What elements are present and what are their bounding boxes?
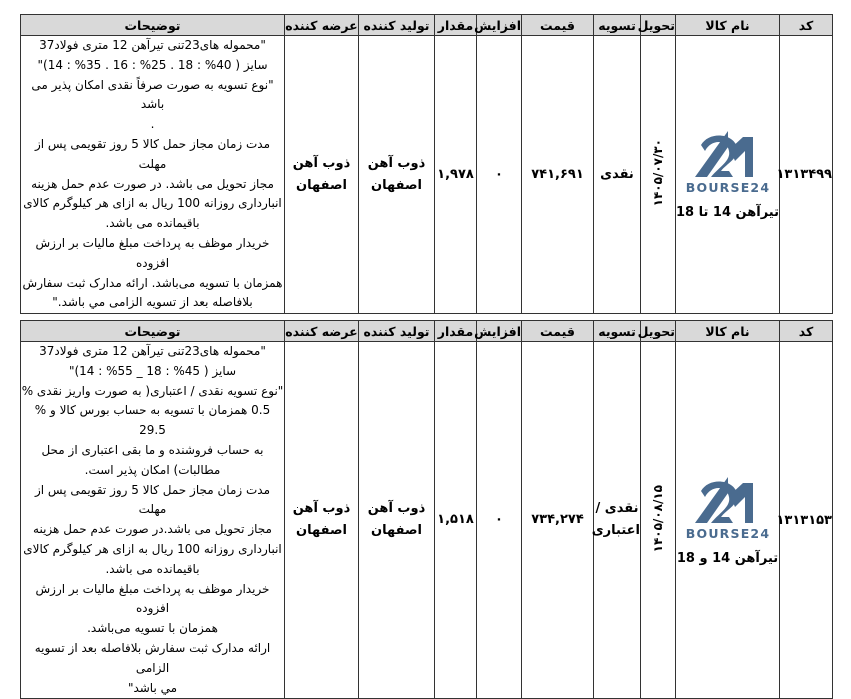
product-name-cell: [676, 36, 780, 314]
header-row: [21, 15, 833, 36]
svg-text:BOURSE24: BOURSE24: [685, 525, 770, 541]
description-line: "محموله های23تنی تیرآهن 12 متری فولاد37: [39, 344, 266, 358]
offer-table: [20, 320, 833, 699]
header-quantity: مقدار: [435, 321, 477, 342]
product-name: تیرآهن 14 و 18: [676, 550, 779, 566]
product-name-cell: [676, 342, 780, 699]
delivery-date-cell: [641, 36, 676, 314]
header-description: توضیحات: [21, 321, 285, 342]
header-delivery: تحویل: [641, 321, 676, 342]
product-name: تیرآهن 14 تا 18: [676, 205, 779, 221]
description-line: خریدار موظف به پرداخت مبلغ مالیات بر ارزش افزوده: [35, 235, 270, 270]
supplier-name: ذوب آهن اصفهان: [285, 36, 359, 314]
description-line: مجاز تحویل می باشد. در صورت عدم حمل هزینه: [31, 176, 274, 191]
description-line: سایز ( 45% : 18 _ 55% : 14)": [68, 363, 237, 378]
description-line: انبارداری روزانه 100 ریال به ازای هر کیلوگرم کالای: [23, 196, 282, 211]
settlement-type: نقدی: [594, 36, 641, 314]
description-line: .: [150, 117, 155, 132]
base-price: ۷۴۱,۶۹۱: [522, 36, 594, 314]
producer-name: ذوب آهن اصفهان: [359, 36, 435, 314]
increase-value: ۰: [477, 342, 522, 699]
header-quantity: مقدار: [435, 15, 477, 36]
description-line: ارائه مدارک ثبت سفارش بلافاصله بعد از تسویه الزامی: [34, 640, 271, 675]
header-price: قیمت: [522, 321, 594, 342]
description-line: مدت زمان مجاز حمل کالا 5 روز تقویمی پس از مهلت: [34, 482, 271, 517]
base-price: ۷۳۴,۲۷۴: [522, 342, 594, 699]
description-line: مطالبات) امکان پذیر است.: [84, 462, 221, 477]
description-line: "نوع تسویه به صورت صرفاً نقدی امکان پذیر می باشد: [31, 77, 274, 112]
description-line: به حساب فروشنده و ما بقی اعتباری از محل: [41, 442, 264, 457]
description-line: باقیمانده می باشد.: [105, 216, 200, 231]
header-settlement: تسویه: [594, 15, 641, 36]
delivery-date: ۱۴۰۵/۰۷/۳۰: [651, 139, 665, 207]
header-delivery: تحویل: [641, 15, 676, 36]
header-code: کد: [780, 321, 833, 342]
description-text: [21, 36, 285, 314]
table-row: [21, 342, 833, 699]
description-line: بلافاصله بعد از تسویه الزامی مي باشد.": [52, 295, 253, 310]
description-line: 0.5 همزمان با تسویه به حساب بورس کالا و % 29.5: [34, 403, 271, 438]
settlement-type: نقدی / اعتباری: [594, 342, 641, 699]
delivery-date-cell: [641, 342, 676, 699]
description-line: انبارداری روزانه 100 ریال به ازای هر کیلوگرم کالای: [23, 541, 282, 556]
header-name: نام کالا: [676, 321, 780, 342]
product-code: ۱۳۱۳۴۹۹: [780, 36, 833, 314]
quantity-value: ۱,۵۱۸: [435, 342, 477, 699]
header-row: [21, 321, 833, 342]
table-row: [21, 36, 833, 314]
header-supplier: عرضه کننده: [285, 321, 359, 342]
description-line: "نوع تسویه نقدی / اعتباری( به صورت واریز نقدی %: [21, 383, 284, 398]
offer-table: [20, 14, 833, 314]
description-line: همزمان با تسویه می‌باشد.: [87, 621, 218, 636]
quantity-value: ۱,۹۷۸: [435, 36, 477, 314]
delivery-date: ۱۴۰۵/۰۸/۱۵: [651, 484, 665, 553]
header-settlement: تسویه: [594, 321, 641, 342]
description-line: باقیمانده می باشد.: [105, 561, 200, 576]
svg-text:BOURSE24: BOURSE24: [685, 180, 770, 196]
header-code: کد: [780, 15, 833, 36]
header-producer: تولید کننده: [359, 15, 435, 36]
header-increase: افزایش: [477, 15, 522, 36]
product-code: ۱۳۱۳۱۵۳: [780, 342, 833, 699]
bourse24-logo-icon: [681, 129, 775, 195]
bourse24-logo-icon: [681, 475, 775, 541]
description-line: مي باشد": [127, 680, 178, 695]
header-producer: تولید کننده: [359, 321, 435, 342]
header-name: نام کالا: [676, 15, 780, 36]
producer-name: ذوب آهن اصفهان: [359, 342, 435, 699]
increase-value: ۰: [477, 36, 522, 314]
header-supplier: عرضه کننده: [285, 15, 359, 36]
description-line: سایز ( 40% : 18 . 25% : 16 . 35% : 14)": [37, 57, 268, 72]
description-line: "محموله های23تنی تیرآهن 12 متری فولاد37: [39, 38, 266, 52]
description-line: همزمان با تسویه می‌باشد. ارائه مدارک ثبت سفارش: [22, 275, 283, 290]
header-price: قیمت: [522, 15, 594, 36]
supplier-name: ذوب آهن اصفهان: [285, 342, 359, 699]
description-line: مجاز تحویل می باشد.در صورت عدم حمل هزینه: [33, 522, 272, 537]
description-line: مدت زمان مجاز حمل کالا 5 روز تقویمی پس از مهلت: [34, 136, 271, 171]
description-line: خریدار موظف به پرداخت مبلغ مالیات بر ارزش افزوده: [35, 581, 270, 616]
header-description: توضیحات: [21, 15, 285, 36]
header-increase: افزایش: [477, 321, 522, 342]
description-text: [21, 342, 285, 699]
